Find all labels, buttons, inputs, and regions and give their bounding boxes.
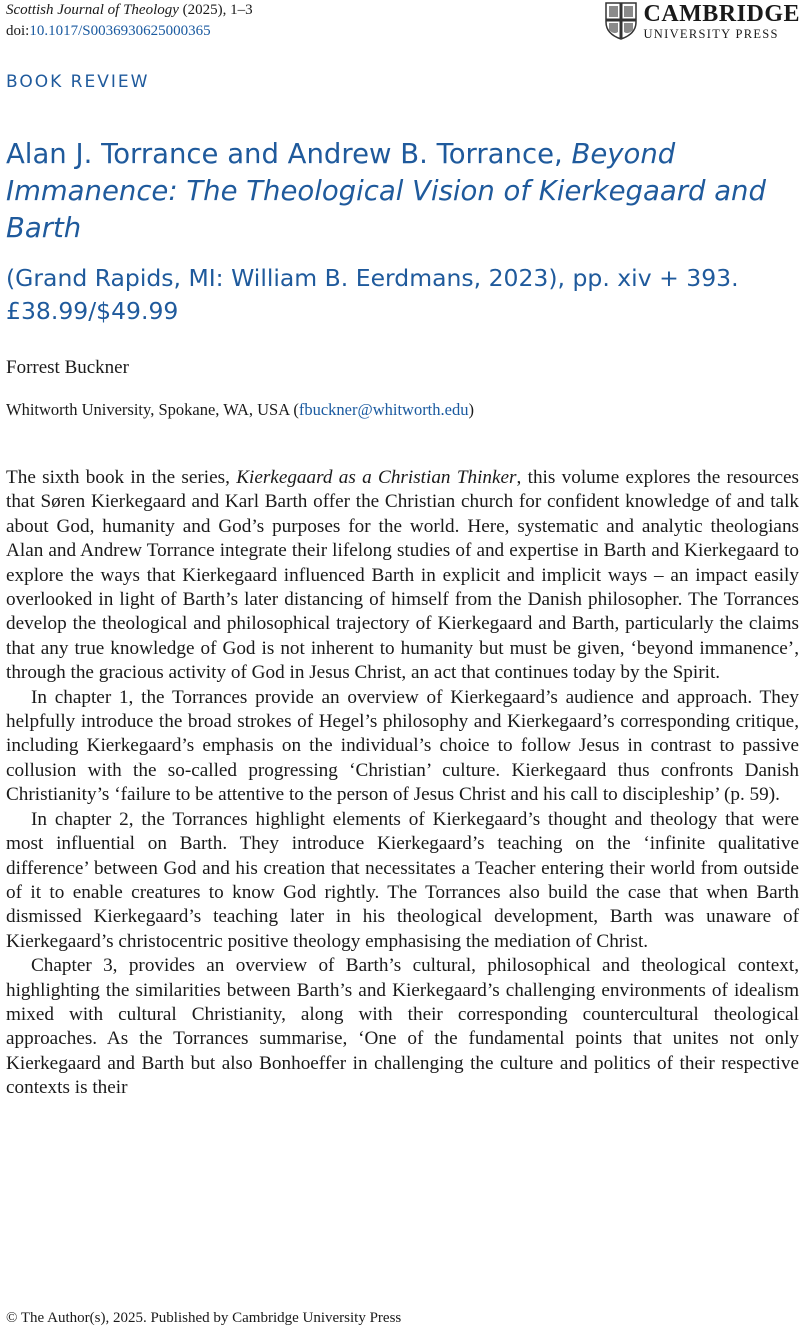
review-author: Forrest Buckner (6, 357, 129, 378)
logo-name: CAMBRIDGE (643, 1, 800, 27)
paragraph-4: Chapter 3, provides an overview of Barth’s cultural, philosophical and theological context, highlighting the similarities between Barth’s and Kierkegaard’s challenging environments of idealism mixed with cultural Christianity, along with their corresponding countercultural theological approaches. As the Torrances summarise, ‘One of the fundamental points that unites not only Kierkegaard and Barth but also Bonhoeffer in challenging the culture and politics of their respective contexts is their (6, 955, 799, 1099)
doi-line (6, 21, 253, 42)
copyright-footer: © The Author(s), 2025. Published by Cambridge University Press (6, 1310, 402, 1326)
publisher-logo (605, 2, 800, 41)
journal-name: Scottish Journal of Theology (6, 2, 179, 18)
review-title (6, 136, 796, 247)
doi-prefix: doi: (6, 23, 30, 39)
paragraph-2: In chapter 1, the Torrances provide an overview of Kierkegaard’s audience and approach. They helpfully introduce the broad strokes of Hegel’s philosophy and Kierkegaard’s corresponding critique, including Kierkegaard’s emphasis on the individual’s choice to follow Jesus in contrast to passive collusion with the so-called progressing ‘Christian’ culture. Kierkegaard thus confronts Danish Christianity’s ‘failure to be attentive to the person of Jesus Christ and his call to discipleship’ (p. 59). (6, 686, 799, 806)
article-meta (6, 0, 253, 42)
title-book: Beyond Immanence: The Theological Vision of Kierkegaard and Barth (6, 138, 766, 244)
publication-details: (Grand Rapids, MI: William B. Eerdmans, 2023), pp. xiv + 393. £38.99/$49.99 (6, 264, 739, 325)
affiliation-close: ) (468, 400, 474, 419)
p1-pre: The sixth book in the series, (6, 467, 237, 488)
paragraph-1 (6, 466, 799, 686)
title-authors: Alan J. Torrance and Andrew B. Torrance, (6, 138, 572, 170)
journal-citation (6, 0, 253, 21)
section-label: BOOK REVIEW (6, 72, 150, 92)
logo-subtitle: UNIVERSITY PRESS (643, 27, 779, 41)
affiliation-text: Whitworth University, Spokane, WA, USA ( (6, 400, 299, 419)
author-email-link[interactable]: fbuckner@whitworth.edu (298, 400, 469, 419)
doi-link[interactable]: 10.1017/S0036930625000365 (29, 23, 211, 39)
p1-post: , this volume explores the resources that Søren Kierkegaard and Karl Barth offer the Christian church for confident knowledge of and talk about God, humanity and God’s purposes for the world. Here, systematic and analytic theologians Alan and Andrew Torrance integrate their lifelong studies of and expertise in Barth and Kierkegaard to explore the ways that Kierkegaard influenced Barth in explicit and implicit ways – an impact easily overlooked in light of Barth’s later distancing of himself from the Danish philosopher. The Torrances develop the theological and philosophical trajectory of Kierkegaard and Barth, particularly the claims that any true knowledge of God is not inherent to humanity but must be given, ‘beyond immanence’, through the gracious activity of God in Jesus Christ, an act that continues today by the Spirit. (6, 467, 800, 684)
paragraph-3: In chapter 2, the Torrances highlight elements of Kierkegaard’s thought and theology that were most influential on Barth. They introduce Kierkegaard’s teaching on the ‘infinite qualitative difference’ between God and his creation that necessitates a Teacher entering their world from outside of it to enable creatures to know God rightly. The Torrances also build the case that when Barth dismissed Kierkegaard’s teaching later in his theological development, Barth was unaware of Kierkegaard’s christocentric positive theology emphasising the mediation of Christ. (6, 808, 799, 952)
cambridge-shield-icon (605, 2, 637, 40)
p1-series-title: Kierkegaard as a Christian Thinker (236, 467, 517, 488)
journal-year-pages: (2025), 1–3 (178, 2, 253, 18)
review-body (6, 466, 799, 1101)
author-affiliation (6, 400, 474, 420)
